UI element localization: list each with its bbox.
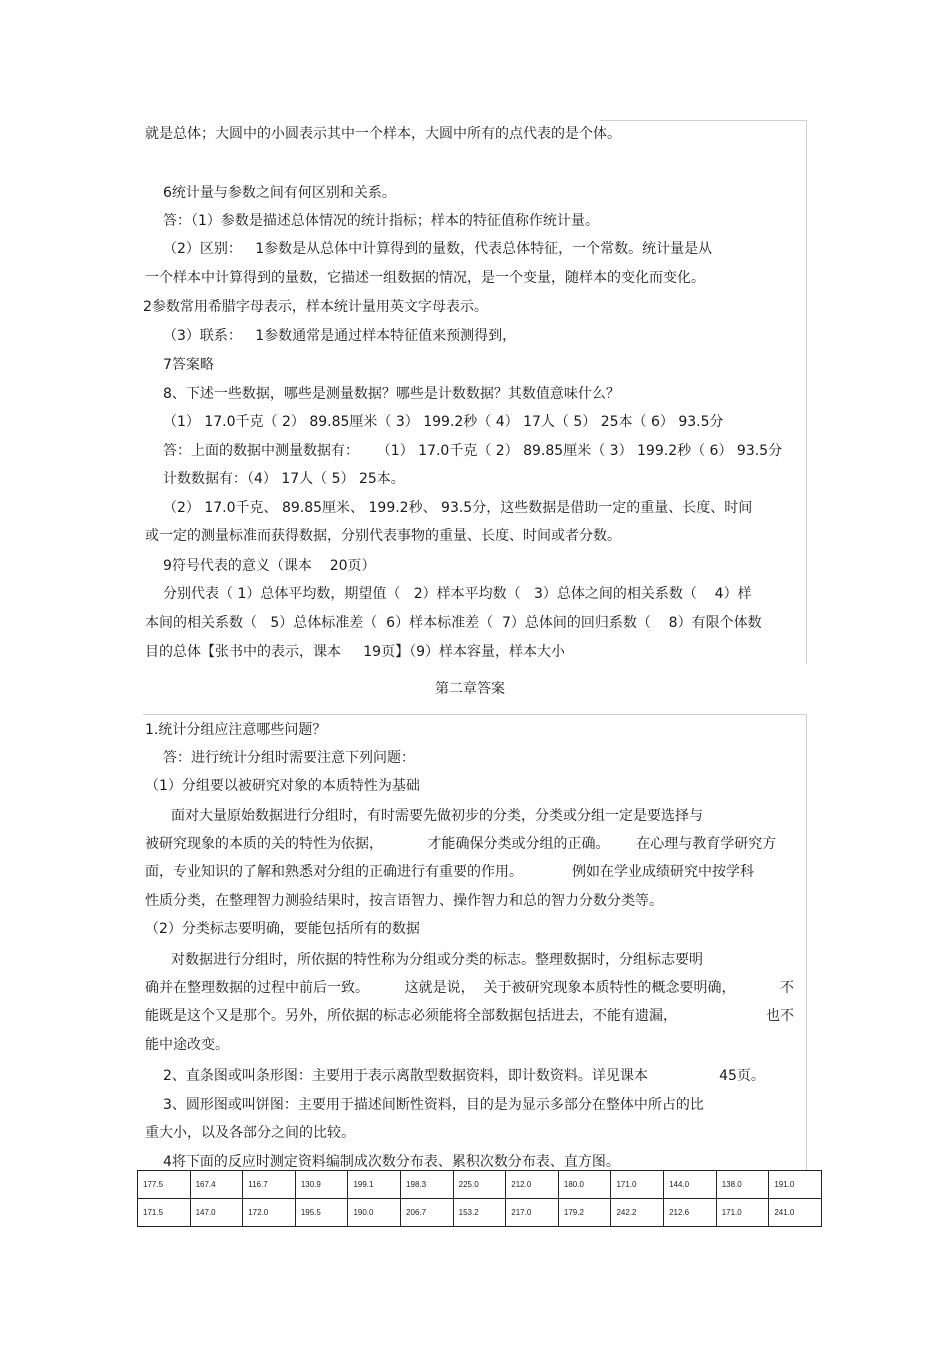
answer-line: 面，专业知识的了解和熟悉对分组的正确进行有重要的作用。 例如在学业成绩研究中按学科: [145, 864, 754, 880]
table-cell: 242.2: [611, 1199, 664, 1227]
answer-line: 答：（1）参数是描述总体情况的统计指标；样本的特征值称作统计量。: [163, 213, 599, 229]
table-cell: 190.0: [348, 1199, 401, 1227]
frame-right-line-2: [806, 714, 807, 1170]
answer-line: （2）分类标志要明确，要能包括所有的数据: [145, 921, 420, 937]
frame-right-line-1: [806, 120, 807, 664]
table-cell: 191.0: [769, 1171, 822, 1199]
table-cell: 217.0: [506, 1199, 559, 1227]
answer-line: 被研究现象的本质的关的特性为依据， 才能确保分类或分组的正确。 在心理与教育学研究方: [145, 836, 777, 852]
answer-line: （3）联系： 1参数通常是通过样本特征值来预测得到，: [163, 328, 517, 344]
question-7: 7答案略: [163, 357, 214, 373]
table-cell: 199.1: [348, 1171, 401, 1199]
table-cell: 198.3: [401, 1171, 454, 1199]
table-cell: 179.2: [558, 1199, 611, 1227]
answer-line: 本间的相关系数（ 5）总体标准差（ 6）样本标准差（ 7）总体间的回归系数（ 8）有限个体数: [145, 615, 762, 631]
table-cell: 153.2: [453, 1199, 506, 1227]
answer-line: 重大小，以及各部分之间的比较。: [145, 1125, 355, 1141]
question-3: 3、圆形图或叫饼图：主要用于描述间断性资料，目的是为显示多部分在整体中所占的比: [163, 1097, 704, 1113]
table-cell: 172.0: [243, 1199, 296, 1227]
table-cell: 167.4: [190, 1171, 243, 1199]
table-cell: 195.5: [295, 1199, 348, 1227]
question-1: 1.统计分组应注意哪些问题？: [145, 722, 327, 738]
question-4: 4将下面的反应时测定资料编制成次数分布表、累积次数分布表、直方图。: [163, 1154, 620, 1170]
answer-line: 性质分类，在整理智力测验结果时，按言语智力、操作智力和总的智力分数分类等。: [145, 893, 663, 909]
answer-line: 面对大量原始数据进行分组时，有时需要先做初步的分类，分类或分组一定是要选择与: [171, 808, 703, 824]
chapter-title: 第二章答案: [435, 681, 505, 697]
table-cell: 241.0: [769, 1199, 822, 1227]
data-list: （1） 17.0千克（ 2） 89.85厘米（ 3） 199.2秒（ 4） 17人（ 5） 25本（ 6） 93.5分: [163, 414, 724, 430]
table-cell: 180.0: [558, 1171, 611, 1199]
table-cell: 144.0: [664, 1171, 717, 1199]
question-6: 6统计量与参数之间有何区别和关系。: [163, 185, 396, 201]
table-cell: 130.9: [295, 1171, 348, 1199]
paragraph-line: 就是总体；大圆中的小圆表示其中一个样本，大圆中所有的点代表的是个体。: [145, 126, 621, 142]
reaction-time-table: [137, 1170, 822, 1227]
answer-line: 能中途改变。: [145, 1037, 229, 1053]
answer-line: （2） 17.0千克、 89.85厘米、 199.2秒、 93.5分，这些数据是借助一定的重量、长度、时间: [163, 500, 753, 516]
table-cell: 225.0: [453, 1171, 506, 1199]
table-cell: 147.0: [190, 1199, 243, 1227]
answer-line: 答：上面的数据中测量数据有： （1） 17.0千克（ 2） 89.85厘米（ 3） 199.2秒（ 6） 93.5分: [163, 443, 783, 459]
table-row: [138, 1171, 822, 1199]
answer-line: （2）区别： 1参数是从总体中计算得到的量数，代表总体特征，一个常数。统计量是从: [163, 241, 713, 257]
table-cell: 171.0: [716, 1199, 769, 1227]
question-2: 2、直条图或叫条形图：主要用于表示离散型数据资料，即计数资料。详见课本 45页。: [163, 1068, 765, 1084]
answer-line: 一个样本中计算得到的量数，它描述一组数据的情况，是一个变量，随样本的变化而变化。: [145, 270, 705, 286]
table-cell: 171.5: [138, 1199, 191, 1227]
frame-top-line-1: [600, 120, 807, 121]
question-9: 9符号代表的意义（课本 20页）: [163, 558, 376, 574]
table-cell: 138.0: [716, 1171, 769, 1199]
table-cell: 212.0: [506, 1171, 559, 1199]
table-cell: 116.7: [243, 1171, 296, 1199]
question-8: 8、下述一些数据，哪些是测量数据？哪些是计数数据？其数值意味什么？: [163, 386, 620, 402]
table-cell: 177.5: [138, 1171, 191, 1199]
answer-line: 2参数常用希腊字母表示，样本统计量用英文字母表示。: [143, 299, 488, 315]
table-cell: 206.7: [401, 1199, 454, 1227]
frame-top-line-2: [143, 714, 807, 715]
answer-line: 对数据进行分组时，所依据的特性称为分组或分类的标志。整理数据时，分组标志要明: [171, 952, 703, 968]
answer-line: 或一定的测量标准而获得数据，分别代表事物的重量、长度、时间或者分数。: [145, 528, 621, 544]
table-cell: 171.0: [611, 1171, 664, 1199]
answer-line: 能既是这个又是那个。另外，所依据的标志必须能将全部数据包括进去，不能有遗漏， 也不: [145, 1008, 795, 1024]
answer-line: （1）分组要以被研究对象的本质特性为基础: [145, 778, 420, 794]
table-cell: 212.6: [664, 1199, 717, 1227]
answer-line: 确并在整理数据的过程中前后一致。 这就是说， 关于被研究现象本质特性的概念要明确， 不: [145, 980, 795, 996]
answer-line: 目的总体【张书中的表示，课本 19页】（9）样本容量，样本大小: [145, 644, 565, 660]
answer-line: 答：进行统计分组时需要注意下列问题：: [163, 750, 415, 766]
answer-line: 分别代表（ 1）总体平均数，期望值（ 2）样本平均数（ 3）总体之间的相关系数（ 4）样: [163, 586, 752, 602]
table-row: [138, 1199, 822, 1227]
answer-line: 计数数据有：（4） 17人（ 5） 25本。: [163, 471, 405, 487]
